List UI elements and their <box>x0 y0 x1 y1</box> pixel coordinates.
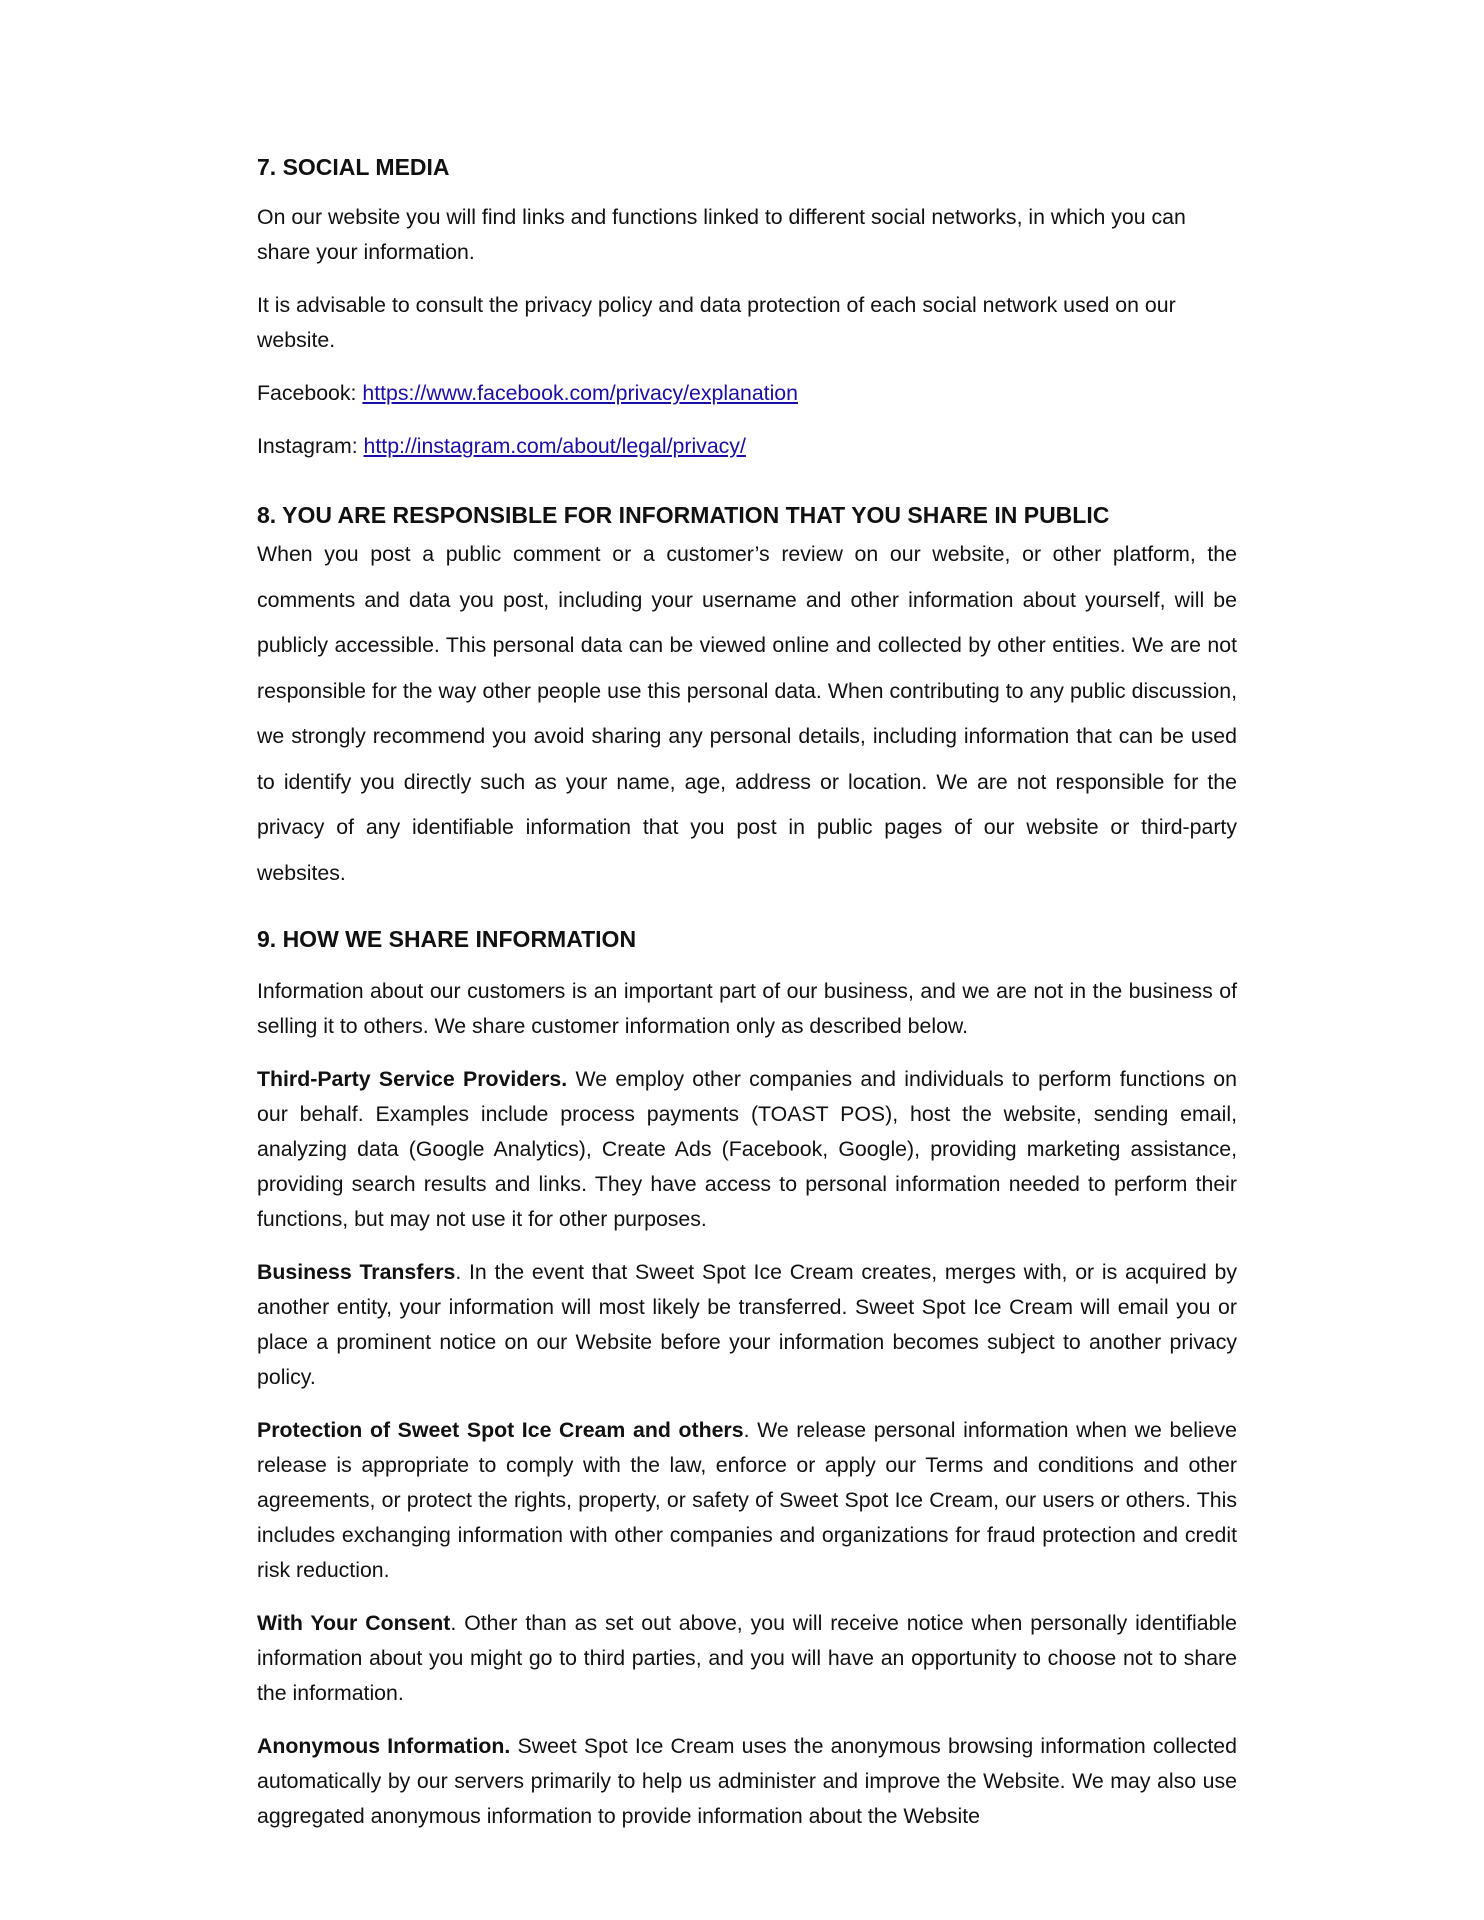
section-how-we-share <box>257 922 1237 1834</box>
facebook-line <box>257 376 1237 411</box>
share-item-text: Sweet Spot Ice Cream uses the anonymous browsing information collected automatically by our servers primarily to help us administer and improve the Website. We may also use aggregated anonymous information to provide information about the Website <box>257 1734 1237 1828</box>
section-heading: 7. SOCIAL MEDIA <box>257 154 450 180</box>
share-item <box>257 1413 1237 1588</box>
section-public-information <box>257 498 1237 896</box>
facebook-label: Facebook: <box>257 381 357 405</box>
share-item-heading: Third-Party Service Providers. <box>257 1067 568 1091</box>
share-item <box>257 1606 1237 1711</box>
instagram-line <box>257 429 1237 464</box>
share-item <box>257 1062 1237 1237</box>
paragraph: When you post a public comment or a customer’s review on our website, or other platform, the comments and data you post, including your username and other information about yourself, will be publicly accessible. This personal data can be viewed online and collected by other entities. We are not responsible for the way other people use this personal data. When contributing to any public discussion, we strongly recommend you avoid sharing any personal details, including information that can be used to identify you directly such as your name, age, address or location. We are not responsible for the privacy of any identifiable information that you post in public pages of our website or third-party websites. <box>257 542 1237 885</box>
paragraph: On our website you will find links and functions linked to different social networks, in which you can share your information. <box>257 205 1186 264</box>
share-item <box>257 1729 1237 1834</box>
share-item-text: . In the event that Sweet Spot Ice Cream creates, merges with, or is acquired by another entity, your information will most likely be transferred. Sweet Spot Ice Cream will email you or place a prominent notice on our Website before your information becomes subject to another privacy policy. <box>257 1260 1237 1389</box>
section-social-media <box>257 150 1237 464</box>
section-heading: 8. YOU ARE RESPONSIBLE FOR INFORMATION THAT YOU SHARE IN PUBLIC <box>257 502 1110 528</box>
share-item-text: . We release personal information when we believe release is appropriate to comply with the law, enforce or apply our Terms and conditions and other agreements, or protect the rights, property, or safety of Sweet Spot Ice Cream, our users or others. This includes exchanging information with other companies and organizations for fraud protection and credit risk reduction. <box>257 1418 1237 1582</box>
share-item <box>257 1255 1237 1395</box>
facebook-privacy-link[interactable]: https://www.facebook.com/privacy/explanation <box>362 381 798 405</box>
document-page <box>257 150 1237 1852</box>
share-item-heading: Anonymous Information. <box>257 1734 511 1758</box>
share-item-text: We employ other companies and individuals to perform functions on our behalf. Examples include process payments (TOAST POS), host the website, sending email, analyzing data (Google Analytics), Create Ads (Facebook, Google), providing marketing assistance, providing search results and links. They have access to personal information needed to perform their functions, but may not use it for other purposes. <box>257 1067 1237 1231</box>
share-item-text: . Other than as set out above, you will receive notice when personally identifiable information about you might go to third parties, and you will have an opportunity to choose not to share the information. <box>257 1611 1237 1705</box>
share-item-heading: Protection of Sweet Spot Ice Cream and others <box>257 1418 744 1442</box>
instagram-label: Instagram: <box>257 434 358 458</box>
paragraph: Information about our customers is an important part of our business, and we are not in the business of selling it to others. We share customer information only as described below. <box>257 979 1237 1038</box>
share-item-heading: With Your Consent <box>257 1611 451 1635</box>
share-item-heading: Business Transfers <box>257 1260 456 1284</box>
instagram-privacy-link[interactable]: http://instagram.com/about/legal/privacy/ <box>363 434 746 458</box>
section-heading: 9. HOW WE SHARE INFORMATION <box>257 926 637 952</box>
paragraph: It is advisable to consult the privacy policy and data protection of each social network used on our website. <box>257 293 1176 352</box>
